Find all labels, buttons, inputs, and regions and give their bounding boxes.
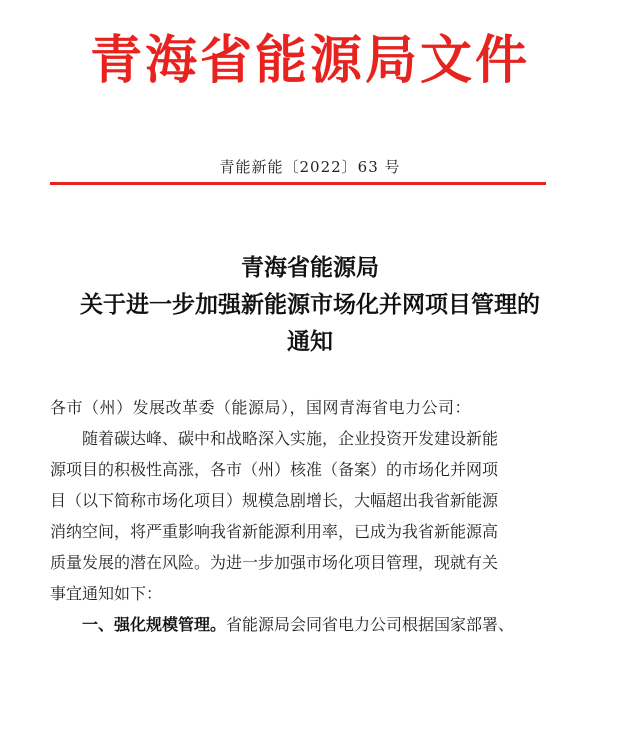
salutation: 各市（州）发展改革委（能源局），国网青海省电力公司： bbox=[50, 398, 472, 417]
paragraph-1 bbox=[50, 423, 550, 609]
paragraph-line: 质量发展的潜在风险。为进一步加强市场化项目管理，现就有关 bbox=[50, 553, 499, 572]
paragraph-line: 目（以下简称市场化项目）规模急剧增长，大幅超出我省新能源 bbox=[50, 491, 499, 510]
section-1-heading: 一、强化规模管理。 bbox=[82, 615, 227, 634]
title-line-3: 通知 bbox=[287, 329, 333, 355]
issuing-authority-header: 青海省能源局文件 bbox=[89, 30, 530, 91]
document-body bbox=[50, 392, 550, 640]
document-title bbox=[0, 250, 620, 361]
section-1 bbox=[50, 609, 550, 640]
title-line-2: 关于进一步加强新能源市场化并网项目管理的 bbox=[80, 292, 540, 318]
section-1-text: 省能源局会同省电力公司根据国家部署、 bbox=[226, 615, 515, 634]
document-number: 青能新能〔2022〕63 号 bbox=[219, 158, 401, 176]
paragraph-line: 事宜通知如下： bbox=[50, 584, 163, 603]
paragraph-line: 源项目的积极性高涨，各市（州）核准（备案）的市场化并网项 bbox=[50, 460, 499, 479]
title-line-1: 青海省能源局 bbox=[241, 255, 379, 281]
paragraph-line: 消纳空间，将严重影响我省新能源利用率，已成为我省新能源高 bbox=[50, 522, 499, 541]
paragraph-line: 随着碳达峰、碳中和战略深入实施，企业投资开发建设新能 bbox=[82, 429, 499, 448]
red-divider-line bbox=[50, 182, 546, 185]
